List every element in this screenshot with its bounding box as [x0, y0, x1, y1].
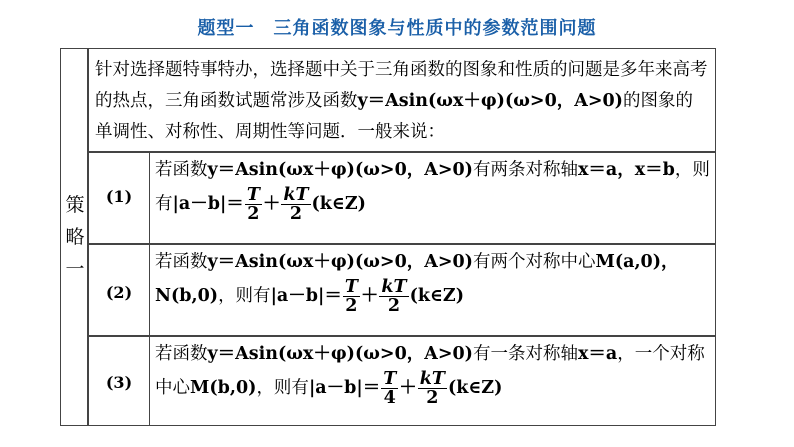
case-tail: (k∈Z) [311, 194, 366, 214]
case-axes: x＝a [577, 344, 618, 364]
case-tail: (k∈Z) [447, 378, 503, 398]
case-text: 若函数 [155, 344, 208, 364]
page-title: 题型一 三角函数图象与性质中的参数范围问题 [197, 18, 597, 39]
fraction [245, 186, 262, 223]
case-text: ，则有 [256, 378, 309, 398]
fraction [281, 186, 310, 223]
column-divider [149, 337, 150, 425]
fraction [343, 278, 360, 315]
fraction-denominator: 4 [383, 388, 396, 408]
strategy-char: 略 [65, 226, 85, 248]
strategy-table [60, 48, 716, 426]
case-text: 若函数 [155, 160, 208, 180]
fraction-numerator: T [246, 185, 260, 205]
case-text: 若函数 [155, 252, 208, 272]
fraction-numerator: T [344, 277, 358, 297]
intro-formula: y＝Asin(ωx＋φ)(ω>0，A>0) [357, 91, 623, 111]
fraction-numerator: kT [419, 369, 445, 389]
intro-cell [88, 48, 716, 152]
fraction-numerator: kT [381, 277, 407, 297]
case-text: ，一个对称中心 [155, 344, 705, 398]
fraction-denominator: 2 [289, 204, 303, 224]
case-row-1 [88, 152, 716, 244]
column-divider [149, 245, 150, 335]
fraction-denominator: 2 [387, 296, 401, 316]
case-text: 有两个对称中心 [472, 252, 596, 272]
strategy-label [61, 189, 89, 285]
case-tail: (k∈Z) [409, 286, 464, 306]
fraction-denominator: 2 [426, 388, 439, 408]
case-number: (1) [105, 187, 133, 206]
case-formula: y＝Asin(ωx＋φ)(ω>0，A>0) [207, 344, 473, 364]
case-content [155, 339, 711, 407]
strategy-char: 一 [65, 258, 85, 280]
case-row-2 [88, 244, 716, 336]
plus-sign: ＋ [360, 286, 379, 306]
case-content [155, 155, 711, 223]
intro-text: 的图象的单调性、对称性、周期性等问题．一般来说： [95, 91, 693, 142]
case-axes: x＝a，x＝b [577, 160, 675, 180]
case-number: (2) [105, 283, 133, 302]
plus-sign: ＋ [262, 194, 281, 214]
fraction-denominator: 2 [247, 204, 260, 224]
case-formula: y＝Asin(ωx＋φ)(ω>0，A>0) [207, 160, 473, 180]
fraction-numerator: T [383, 369, 397, 389]
case-text: ，则有 [218, 286, 271, 306]
fraction-denominator: 2 [345, 296, 358, 316]
fraction [418, 370, 447, 407]
case-abs: |a－b|＝ [172, 194, 244, 214]
column-divider [149, 153, 150, 243]
fraction [381, 370, 398, 407]
case-row-3 [88, 336, 716, 426]
plus-sign: ＋ [399, 378, 417, 398]
fraction-numerator: kT [283, 185, 309, 205]
case-text: ，则有 [155, 160, 710, 214]
case-content [155, 247, 711, 315]
case-points: M(a,0)，N(b,0) [155, 252, 679, 306]
case-number: (3) [105, 373, 133, 392]
case-abs: |a－b|＝ [270, 286, 342, 306]
case-abs: |a－b|＝ [308, 378, 381, 398]
strategy-char: 策 [65, 194, 85, 216]
case-formula: y＝Asin(ωx＋φ)(ω>0，A>0) [207, 252, 473, 272]
strategy-cell [60, 48, 88, 426]
case-text: 有一条对称轴 [472, 344, 578, 364]
fraction [379, 278, 408, 315]
intro-text: 针对选择题特事特办，选择题中关于三角函数的图象和性质的问题是多年来高考的热点，三角函数试题常涉及函数 [95, 60, 708, 111]
case-points: M(b,0) [190, 378, 257, 398]
case-text: 有两条对称轴 [472, 160, 578, 180]
